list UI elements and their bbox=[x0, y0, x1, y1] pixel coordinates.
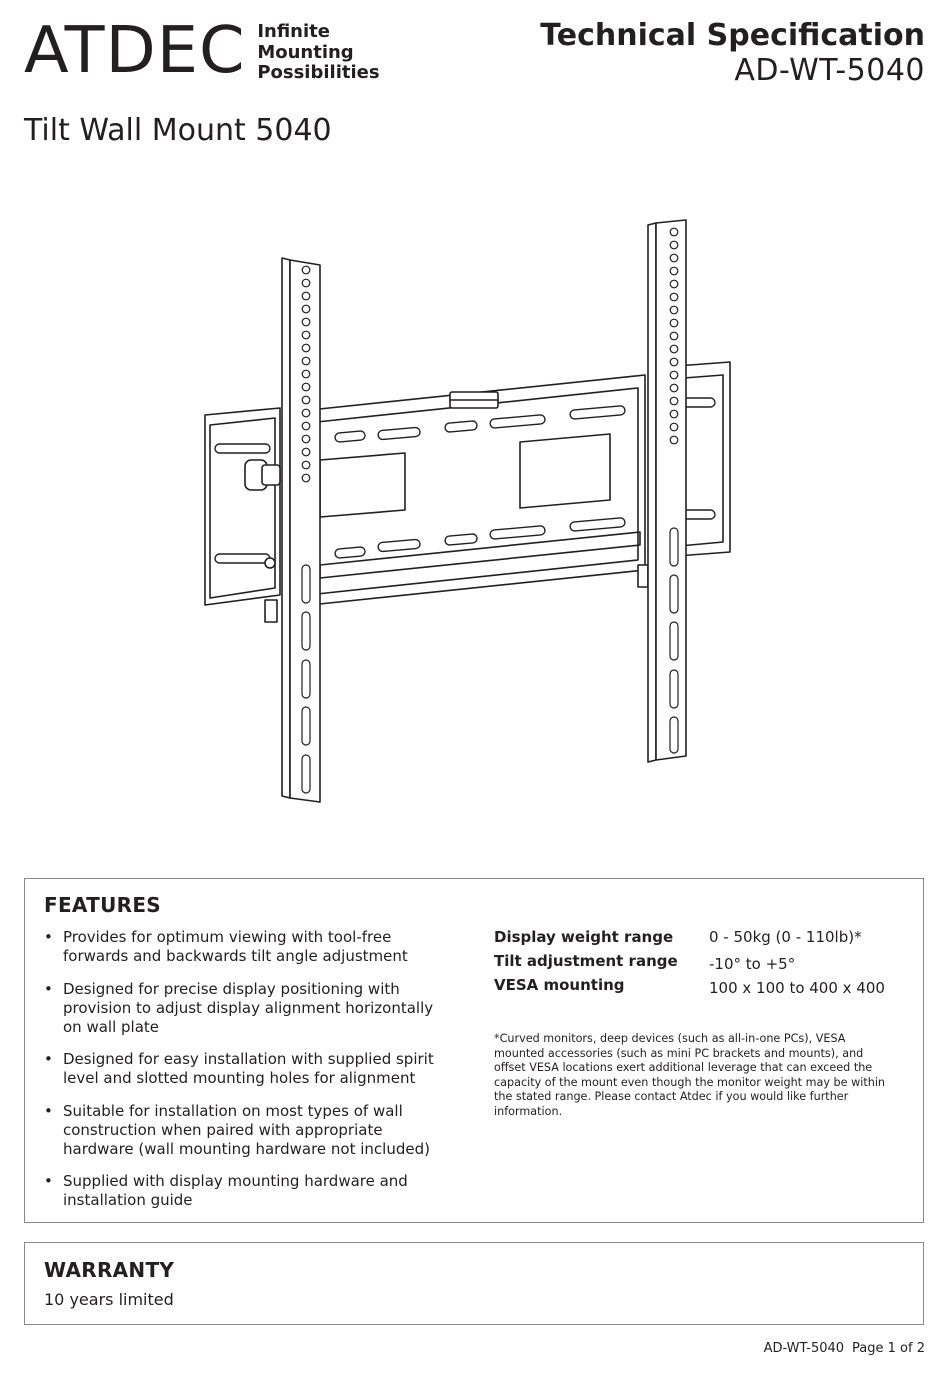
spec-row bbox=[494, 928, 914, 952]
spec-footnote: *Curved monitors, deep devices (such as all-in-one PCs), VESA mounted accessories (such as mini PC brackets and mounts), and offset VESA locations exert additional leverage that can exceed the capacity of the mount even though the monitor weight may be within the stated range. Please contact Atdec if you would like further information. bbox=[494, 1032, 886, 1118]
left-vertical-rail bbox=[282, 258, 320, 802]
spec-value: -10° to +5° bbox=[709, 955, 796, 973]
brand-name: ATDEC bbox=[24, 14, 246, 88]
feature-text: Designed for precise display positioning with provision to adjust display alignment horizontally on wall plate bbox=[63, 979, 434, 1036]
spec-label: Display weight range bbox=[494, 928, 674, 946]
spec-row bbox=[494, 976, 914, 1000]
features-heading: FEATURES bbox=[44, 893, 161, 917]
feature-item bbox=[44, 928, 454, 966]
spec-label: VESA mounting bbox=[494, 976, 625, 994]
document-header bbox=[540, 18, 925, 88]
bullet: • bbox=[44, 1172, 53, 1190]
features-list bbox=[44, 928, 454, 1224]
warranty-section bbox=[24, 1242, 924, 1325]
feature-text: Designed for easy installation with supplied spirit level and slotted mounting holes for alignment bbox=[63, 1050, 434, 1087]
spec-row bbox=[494, 952, 914, 976]
features-section bbox=[24, 878, 924, 1223]
brand-tagline bbox=[257, 22, 379, 84]
document-type: Technical Specification bbox=[540, 18, 925, 53]
feature-item bbox=[44, 1102, 454, 1159]
feature-text: Supplied with display mounting hardware and installation guide bbox=[63, 1172, 408, 1209]
right-vertical-rail bbox=[648, 220, 686, 762]
spec-value: 100 x 100 to 400 x 400 bbox=[709, 979, 885, 997]
page-number: Page 1 of 2 bbox=[852, 1341, 925, 1356]
tagline-line: Infinite bbox=[257, 21, 330, 42]
tagline-line: Mounting bbox=[257, 41, 354, 63]
feature-text: Provides for optimum viewing with tool-free forwards and backwards tilt angle adjustment bbox=[63, 928, 408, 965]
warranty-text: 10 years limited bbox=[44, 1290, 174, 1309]
feature-item bbox=[44, 1172, 454, 1210]
warranty-heading: WARRANTY bbox=[44, 1258, 175, 1282]
spec-table bbox=[494, 928, 914, 1000]
product-title: Tilt Wall Mount 5040 bbox=[24, 113, 332, 148]
model-number: AD-WT-5040 bbox=[734, 53, 925, 88]
bullet: • bbox=[44, 1050, 53, 1068]
spec-value: 0 - 50kg (0 - 110lb)* bbox=[709, 928, 862, 946]
footer-model: AD-WT-5040 bbox=[763, 1341, 845, 1356]
bullet: • bbox=[44, 928, 53, 946]
tilt-wall-mount-illustration-icon bbox=[190, 210, 750, 810]
spec-label: Tilt adjustment range bbox=[494, 952, 678, 970]
feature-text: Suitable for installation on most types of wall construction when paired with appropriate hardware (wall mounting hardware not included) bbox=[63, 1101, 430, 1158]
bullet: • bbox=[44, 1101, 53, 1120]
tagline-line: Possibilities bbox=[257, 62, 380, 83]
bullet: • bbox=[44, 979, 53, 998]
page-footer bbox=[764, 1341, 925, 1356]
feature-item bbox=[44, 980, 454, 1037]
feature-item bbox=[44, 1050, 454, 1088]
atdec-logo bbox=[24, 14, 380, 88]
